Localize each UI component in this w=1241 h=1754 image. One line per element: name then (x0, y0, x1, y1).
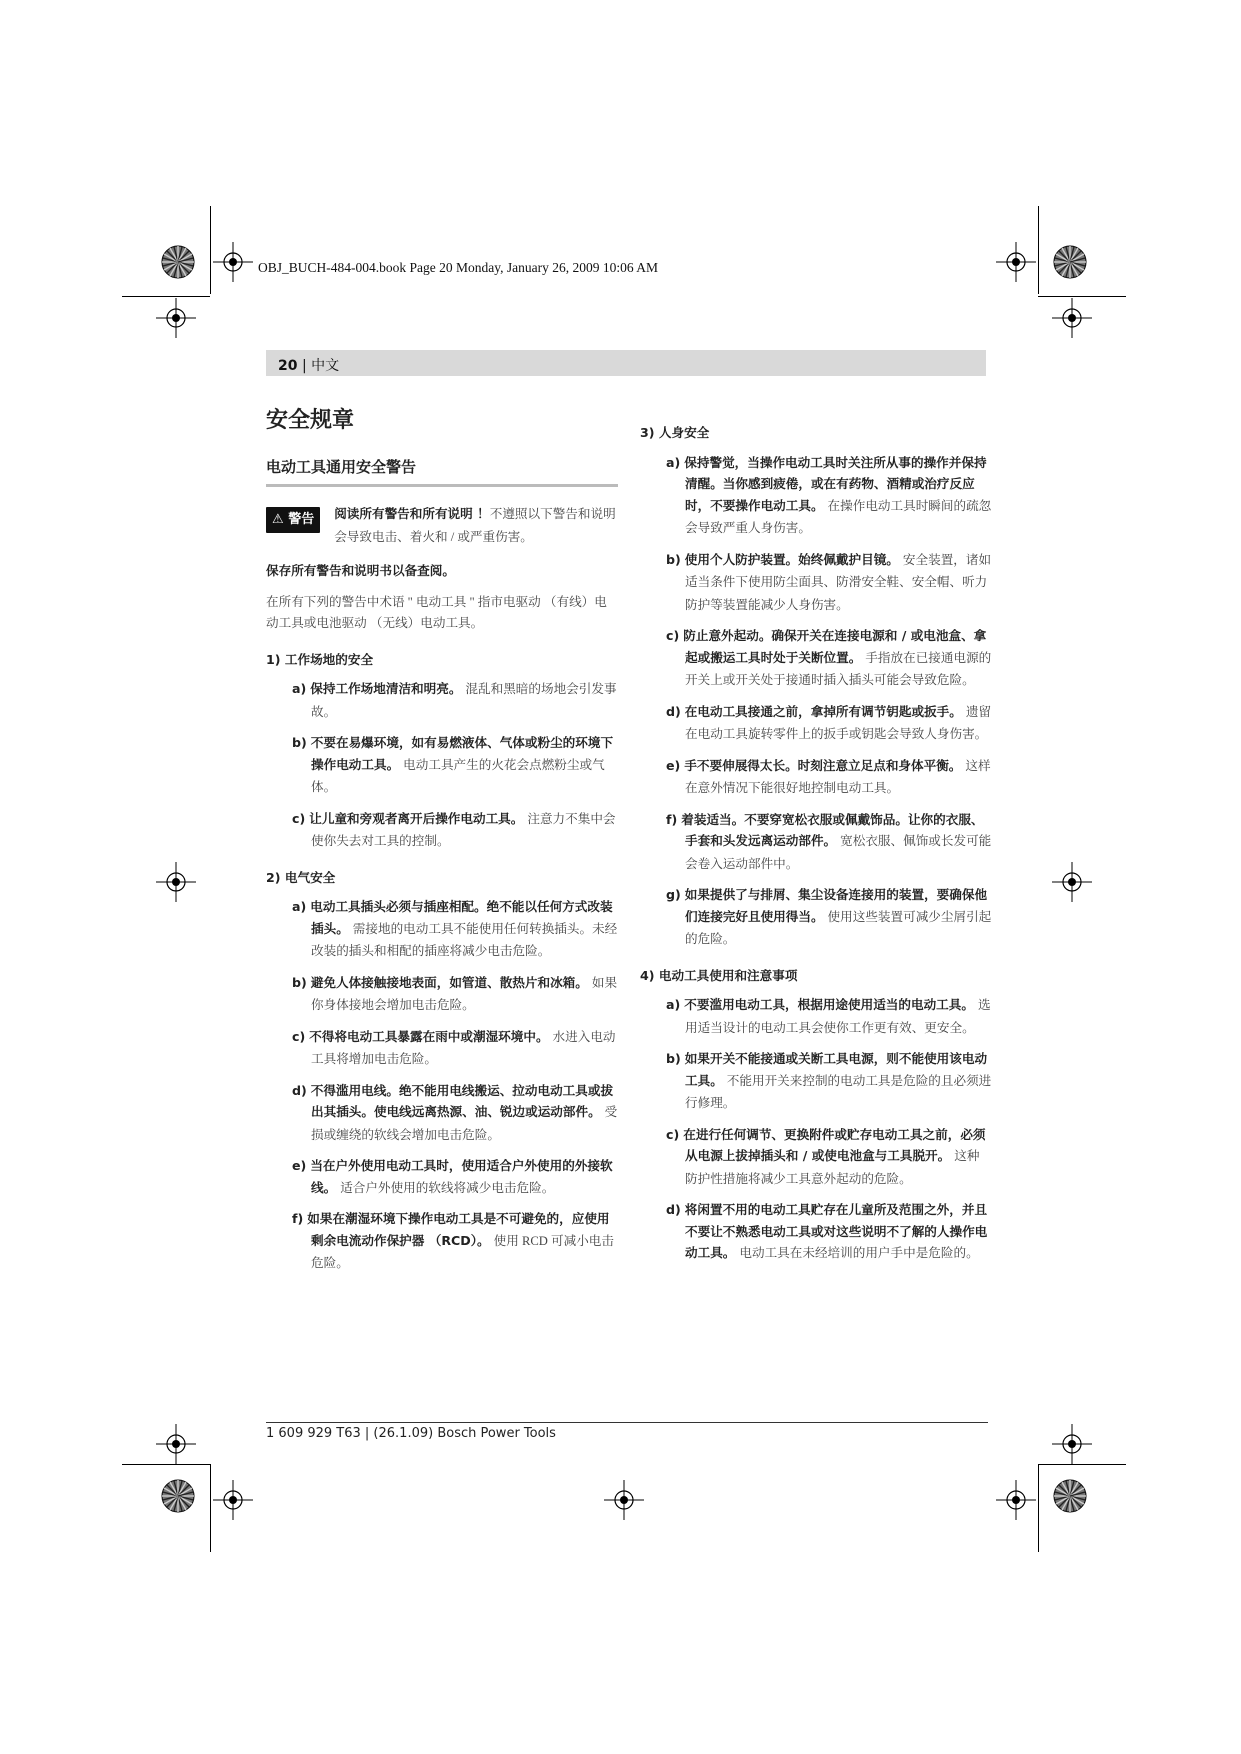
item-normal-text: 这样在意外情况下能很好地控制电动工具。 (685, 758, 991, 795)
crosshair-icon (1052, 298, 1092, 338)
safety-item (292, 972, 618, 1017)
color-target-icon (160, 1478, 196, 1514)
item-normal-text: 使用 RCD 可减小电击危险。 (311, 1233, 614, 1270)
crosshair-icon (996, 242, 1036, 282)
item-normal-text: 电动工具在未经培训的用户手中是危险的。 (739, 1246, 979, 1260)
section-heading: 3) 人身安全 (640, 425, 710, 440)
safety-item (666, 1048, 992, 1115)
safety-item (292, 808, 618, 853)
item-normal-text: 在操作电动工具时瞬间的疏忽会导致严重人身伤害。 (685, 498, 992, 535)
intro-paragraph: 在所有下列的警告中术语 " 电动工具 " 指市电驱动 （有线）电动工具或电池驱动 （无线）电动工具。 (266, 594, 607, 630)
safety-item (666, 701, 992, 746)
item-label: d) (666, 1202, 681, 1217)
crosshair-icon (1052, 1424, 1092, 1464)
item-bold-text: 在进行任何调节、更换附件或贮存电动工具之前，必须从电源上拔掉插头和 / 或使电池盒与工具脱开。 (683, 1126, 986, 1163)
item-bold-text: 手不要伸展得太长。时刻注意立足点和身体平衡。 (684, 757, 962, 773)
crosshair-icon (156, 862, 196, 902)
item-normal-text: 适合户外使用的软线将减少电击危险。 (340, 1180, 555, 1195)
section-heading: 4) 电动工具使用和注意事项 (640, 967, 798, 983)
item-label: e) (666, 757, 681, 773)
item-normal-text: 混乱和黑暗的场地会引发事故。 (311, 682, 617, 719)
safety-item (292, 896, 618, 963)
item-normal-text: 需接地的电动工具不能使用任何转换插头。未经改装的插头和相配的插座将减少电击危险。 (311, 921, 618, 958)
crosshair-icon (213, 242, 253, 282)
item-normal-text: 选用适当设计的电动工具会使你工作更有效、更安全。 (685, 998, 991, 1035)
crosshair-icon (1052, 862, 1092, 902)
safety-item (292, 1155, 618, 1199)
warning-text (334, 503, 618, 548)
trim-line (1038, 1464, 1039, 1552)
safety-item (666, 625, 992, 692)
warning-normal-text: 不遵照以下警告和说明会导致电击、着火和 / 或严重伤害。 (334, 507, 616, 544)
item-bold-text: 让儿童和旁观者离开后操作电动工具。 (309, 810, 524, 826)
safety-item (666, 1124, 992, 1191)
color-target-icon (1052, 1478, 1088, 1514)
item-normal-text: 电动工具产生的火花会点燃粉尘或气体。 (311, 757, 605, 794)
item-label: b) (666, 1051, 681, 1066)
right-sections (640, 422, 992, 1265)
item-normal-text: 这种防护性措施将减少工具意外起动的危险。 (685, 1149, 980, 1186)
item-bold-text: 着装适当。不要穿宽松衣服或佩戴饰品。让你的衣服、手套和头发远离运动部件。 (681, 811, 984, 848)
item-bold-text: 如果开关不能接通或关断工具电源，则不能使用该电动工具。 (684, 1051, 988, 1088)
item-label: a) (666, 454, 681, 470)
page-title: 安全规章 (266, 408, 355, 433)
item-bold-text: 使用个人防护装置。始终佩戴护目镜。 (684, 551, 899, 567)
crosshair-icon (604, 1480, 644, 1520)
item-normal-text: 注意力不集中会使你失去对工具的控制。 (311, 811, 616, 848)
footer: 1 609 929 T63 | (26.1.09) Bosch Power Tools (266, 1426, 556, 1441)
trim-line (1038, 1464, 1126, 1465)
item-bold-text: 不要在易爆环境，如有易燃液体、气体或粉尘的环境下操作电动工具。 (310, 735, 614, 772)
crosshair-icon (156, 1424, 196, 1464)
warning-triangle-icon: ⚠ (272, 512, 284, 527)
keep-instructions: 保存所有警告和说明书以备查阅。 (266, 563, 455, 578)
item-bold-text: 在电动工具接通之前，拿掉所有调节钥匙或扳手。 (684, 703, 962, 719)
header-language: 中文 (311, 358, 340, 374)
safety-item (666, 549, 992, 617)
item-bold-text: 保持工作场地清洁和明亮。 (310, 681, 462, 696)
safety-item (292, 1208, 618, 1275)
file-info-line: OBJ_BUCH-484-004.book Page 20 Monday, January 26, 2009 10:06 AM (258, 260, 658, 275)
item-normal-text: 受损或缠绕的软线会增加电击危险。 (311, 1105, 618, 1142)
item-normal-text: 安全装置，诸如适当条件下使用防尘面具、防滑安全鞋、安全帽、听力防护等装置能减少人身伤害。 (685, 552, 992, 612)
item-label: c) (666, 628, 680, 643)
page-header-bar (266, 350, 986, 376)
item-label: c) (292, 1028, 306, 1044)
footer-rule (266, 1422, 988, 1423)
item-label: f) (666, 811, 678, 827)
right-column (640, 408, 992, 1274)
safety-item (666, 1199, 992, 1265)
warning-badge-label: 警告 (288, 512, 315, 527)
safety-item (666, 452, 992, 540)
color-target-icon (160, 244, 196, 280)
item-bold-text: 当在户外使用电动工具时，使用适合户外使用的外接软线。 (310, 1158, 613, 1195)
item-normal-text: 使用这些装置可减少尘屑引起的危险。 (685, 909, 992, 946)
item-label: b) (292, 735, 307, 750)
item-bold-text: 防止意外起动。确保开关在连接电源和 / 或电池盒、拿起或搬运工具时处于关断位置。 (683, 628, 987, 665)
item-label: f) (292, 1211, 304, 1226)
safety-item (292, 1080, 618, 1147)
item-label: b) (666, 551, 681, 567)
item-bold-text: 不得将电动工具暴露在雨中或潮湿环境中。 (309, 1028, 549, 1044)
item-label: a) (292, 899, 307, 914)
item-label: g) (666, 887, 681, 902)
item-normal-text: 如果你身体接地会增加电击危险。 (311, 975, 618, 1012)
color-target-icon (1052, 244, 1088, 280)
trim-line (1038, 296, 1126, 297)
item-bold-text: 将闲置不用的电动工具贮存在儿童所及范围之外，并且不要让不熟悉电动工具或对这些说明不了解的人操作电动工具。 (684, 1202, 988, 1260)
crosshair-icon (156, 298, 196, 338)
item-normal-text: 水进入电动工具将增加电击危险。 (311, 1029, 616, 1066)
page-header (278, 355, 339, 375)
item-bold-text: 保持警觉，当操作电动工具时关注所从事的操作并保持清醒。当你感到疲倦，或在有药物、酒精或治疗反应时，不要操作电动工具。 (684, 454, 987, 513)
item-bold-text: 不要滥用电动工具，根据用途使用适当的电动工具。 (684, 997, 974, 1012)
item-normal-text: 手指放在已接通电源的开关上或开关处于接通时插入插头可能会导致危险。 (685, 650, 992, 687)
item-label: a) (292, 681, 307, 696)
left-column (266, 400, 618, 1284)
safety-item (666, 884, 992, 951)
left-sections (266, 649, 618, 1275)
item-bold-text: 电动工具插头必须与插座相配。绝不能以任何方式改装插头。 (310, 899, 613, 936)
safety-item (292, 1026, 618, 1071)
item-label: d) (666, 703, 681, 719)
safety-item (666, 994, 992, 1039)
item-normal-text: 遗留在电动工具旋转零件上的扳手或钥匙会导致人身伤害。 (685, 704, 992, 741)
item-label: c) (292, 810, 306, 826)
item-bold-text: 避免人体接触接地表面，如管道、散热片和冰箱。 (310, 974, 588, 990)
item-label: c) (666, 1126, 680, 1142)
item-bold-text: 如果提供了与排屑、集尘设备连接用的装置，要确保他们连接完好且使用得当。 (684, 887, 988, 924)
item-label: a) (666, 997, 681, 1012)
item-label: e) (292, 1158, 307, 1173)
item-bold-text: 如果在潮湿环境下操作电动工具是不可避免的，应使用剩余电流动作保护器 （RCD）。 (307, 1211, 610, 1248)
item-label: b) (292, 974, 307, 990)
trim-line (122, 1464, 210, 1465)
item-normal-text: 宽松衣服、佩饰或长发可能会卷入运动部件中。 (685, 834, 992, 871)
item-label: d) (292, 1082, 307, 1098)
section-heading: 1) 工作场地的安全 (266, 651, 374, 667)
trim-line (210, 206, 211, 294)
crosshair-icon (213, 1480, 253, 1520)
item-normal-text: 不能用开关来控制的电动工具是危险的且必须进行修理。 (685, 1073, 992, 1110)
safety-item (292, 732, 618, 799)
trim-line (122, 296, 210, 297)
page-number: 20 (278, 358, 298, 374)
safety-item (666, 809, 992, 876)
header-separator: | (301, 358, 307, 374)
safety-item (666, 755, 992, 800)
item-bold-text: 不得滥用电线。绝不能用电线搬运、拉动电动工具或拔出其插头。使电线远离热源、油、锐边或运动部件。 (310, 1082, 614, 1119)
section-heading: 2) 电气安全 (266, 869, 336, 885)
crosshair-icon (996, 1480, 1036, 1520)
warning-bold-text: 阅读所有警告和所有说明 ！ (334, 506, 490, 521)
section-subtitle: 电动工具通用安全警告 (266, 456, 618, 487)
warning-block (266, 503, 618, 548)
trim-line (210, 1464, 211, 1552)
safety-item (292, 678, 618, 723)
warning-badge (266, 507, 320, 533)
trim-line (1038, 206, 1039, 294)
